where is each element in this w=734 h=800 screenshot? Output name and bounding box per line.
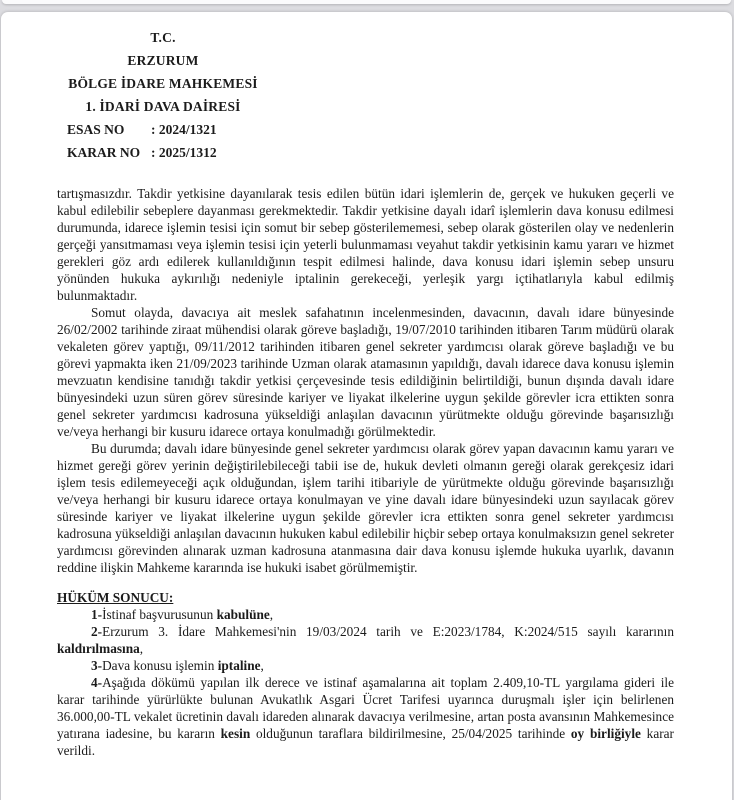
ruling-heading: HÜKÜM SONUCU:	[57, 590, 174, 605]
header-court: BÖLGE İDARE MAHKEMESİ	[68, 76, 258, 91]
header-chamber: 1. İDARİ DAVA DAİRESİ	[85, 99, 241, 114]
esas-no-label: ESAS NO	[67, 122, 125, 137]
page-content	[1, 12, 732, 759]
previous-page-edge	[2, 0, 731, 4]
ruling-item: 2-Erzurum 3. İdare Mahkemesi'nin 19/03/2024 tarih ve E:2023/1784, K:2024/515 sayılı kararının kaldırılmasına,	[57, 624, 674, 656]
decision-body	[57, 185, 674, 759]
court-header	[67, 26, 259, 118]
body-paragraph: tartışmasızdır. Takdir yetkisine dayanılarak tesis edilen bütün idari işlemlerin de, gerçek ve hukuken geçerli ve kabul edilebilir sebeplere dayanması gerekmektedir. Takdir yetkisine dayalı idarî işlemlerin dava konusu edilmesi durumunda, idarece işlemin tesisi için somut bir sebep gösterilememesi, sebep olarak gösterilen olay ve nedenlerin gerçeği yansıtmaması veya işlemin tesisi için yeterli bulunmaması veyahut takdir yetkisinin kamu yararı ve hizmet gerekleri göz ardı edilerek kullanıldığının tespit edilmesi halinde, dava konusu idari işlemin sebep unsuru yönünden hukuka aykırılığı nedeniyle iptalinin gerekeceği, yerleşik yargı içtihatlarıyla kabul edilmiş bulunmaktadır.	[57, 186, 674, 303]
body-paragraph: Bu durumda; davalı idare bünyesinde genel sekreter yardımcısı olarak görev yapan davacının kamu yararı ve hizmet gereği görev yerinin değiştirilebileceği tabii ise de, hukuk devleti olmanın gereği olarak gerekçesiz idari işlem tesis edilemeyeceği açık olduğundan, işlem tarihi itibariyle de yürütmekte olduğu görevinde başarısızlığı ve/veya herhangi bir kusuru idarece ortaya konulmayan ve yine davalı idare bünyesindeki uzun sayılacak görev süresinde kariyer ve liyakat ilkelerine uygun şekilde görevler icra ettikten sonra genel sekreter yardımcısı kadrosuna yükseldiği anlaşılan davacının hukuken kabul edilebilir hiçbir sebep ortaya konulmaksızın genel sekreter yardımcısı görevinden alınarak uzman kadrosuna atanmasına dair dava konusu işlemde hukuka uyarlık, davanın reddine ilişkin Mahkeme kararında ise hukuki isabet görülmemiştir.	[57, 441, 674, 575]
ruling-item: 1-İstinaf başvurusunun kabulüne,	[91, 607, 274, 622]
header-country: T.C.	[150, 30, 176, 45]
esas-no-row	[67, 118, 674, 141]
case-number-rows	[67, 118, 674, 164]
header-city: ERZURUM	[127, 53, 199, 68]
karar-no-row	[67, 141, 674, 164]
esas-no-value: : 2024/1321	[151, 122, 217, 137]
ruling-item: 4-Aşağıda dökümü yapılan ilk derece ve istinaf aşamalarına ait toplam 2.409,10-TL yargılama gideri ile karar tarihinde yürürlükte bulunan Avukatlık Asgari Ücret Tarifesi uyarınca duruşmalı işler için belirlenen 36.000,00-TL vekalet ücretinin davalı idareden alınarak davacıya verilmesine, artan posta avansının Mahkemesince yatırana iadesine, bu kararın kesin olduğunun taraflara bildirilmesine, 25/04/2025 tarihinde oy birliğiyle karar verildi.	[57, 675, 674, 758]
ruling-item: 3-Dava konusu işlemin iptaline,	[91, 658, 264, 673]
document-page	[1, 12, 732, 800]
body-paragraph: Somut olayda, davacıya ait meslek safahatının incelenmesinden, davacının, davalı idare bünyesinde 26/02/2002 tarihinde ziraat mühendisi olarak göreve başladığı, 19/07/2010 tarihinden itibaren Tarım müdürü olarak vekaleten görev yaptığı, 09/11/2012 tarihinden itibaren genel sekreter yardımcısı olarak göreve başladığı ve bu görevi yapmakta iken 21/09/2023 tarihinde Uzman olarak atamasının yapıldığı, davalı idarece dava konusu işlemin mevzuatın kendisine tanıdığı takdir yetkisi çerçevesinde tesis edildiğinin belirtildiği, bunun dışında davalı idare bünyesindeki uzun süren görev süresinde kariyer ve liyakat ilkelerine uygun şekilde görevler icra ettikten sonra genel sekreter yardımcısı kadrosuna yükseldiği anlaşılan davacının yürütmekte olduğu görevinde başarısızlığı ve/veya herhangi bir kusuru idarece ortaya konulmadığı görülmektedir.	[57, 305, 674, 439]
karar-no-value: : 2025/1312	[151, 145, 217, 160]
karar-no-label: KARAR NO	[67, 145, 141, 160]
